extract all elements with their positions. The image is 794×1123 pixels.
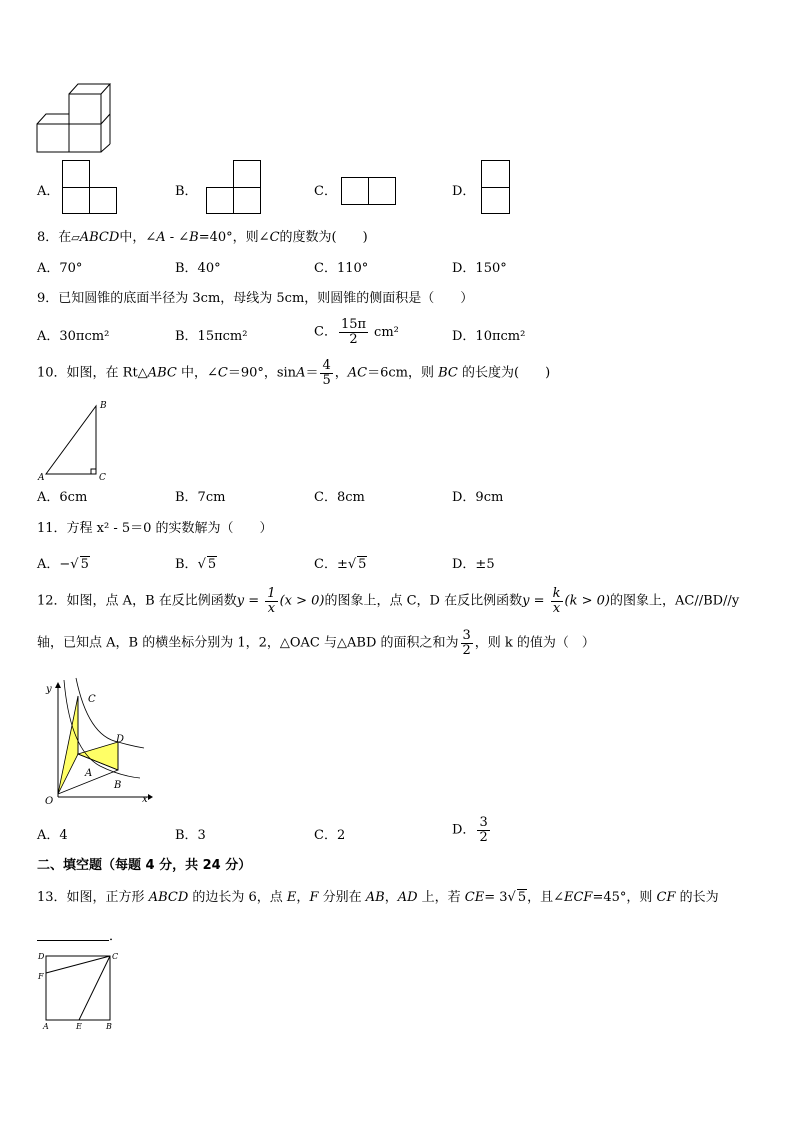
q8-option-c: C．110° <box>314 261 369 276</box>
label-c: C <box>112 952 119 961</box>
answer-blank-period: ． <box>109 929 123 944</box>
label-e: E <box>76 1022 82 1031</box>
q7-option-d: D． <box>452 184 476 199</box>
q10-option-b: B．7cm <box>175 490 226 505</box>
answer-blank[interactable] <box>37 940 109 941</box>
label-a: A <box>85 768 93 779</box>
label-a: A <box>38 473 45 483</box>
label-b: B <box>106 1022 112 1031</box>
q7-option-b-figure <box>206 160 262 216</box>
q9-option-a: A．30πcm² <box>37 329 110 344</box>
label-f: F <box>38 972 44 981</box>
q10-option-c: C．8cm <box>314 490 365 505</box>
q7-option-a: A． <box>37 184 60 199</box>
q7-option-c-figure <box>341 177 397 207</box>
q8-option-a: A．70° <box>37 261 83 276</box>
q10-option-a: A．6cm <box>37 490 88 505</box>
q13-square-figure <box>34 948 124 1032</box>
label-d: D <box>116 734 125 745</box>
section-2-heading: 二、填空题（每题 4 分，共 24 分） <box>37 858 252 873</box>
q12-option-b: B．3 <box>175 828 206 843</box>
q11-option-d: D．±5 <box>452 557 495 572</box>
q7-option-d-figure <box>481 160 511 216</box>
label-c: C <box>88 694 96 705</box>
label-y: y <box>46 684 52 695</box>
label-a: A <box>43 1022 49 1031</box>
q11-option-b: B．√ 5 <box>175 557 217 572</box>
q8-option-d: D．150° <box>452 261 507 276</box>
label-d: D <box>38 952 45 961</box>
label-c: C <box>99 473 106 483</box>
label-o: O <box>45 796 54 807</box>
question-8: 8．在▱ABCD中，∠A - ∠B=40°，则∠C的度数为( ) <box>37 230 368 245</box>
label-b: B <box>100 401 107 411</box>
label-x: x <box>142 794 148 805</box>
q8-option-b: B．40° <box>175 261 221 276</box>
q9-option-c: C． $\frac{15\pi}{2}$ cm² <box>314 317 399 347</box>
q7-option-b: B． <box>175 184 198 199</box>
question-12-line-1: 12．如图，点 A，B 在反比例函数y = $\frac{1}{x}$ (x > 0)的图象上，点 C，D 在反比例函数y = $\frac{k}{x}$ (k > 0)的图象上，AC//BD//y <box>37 586 740 616</box>
q12-hyperbola-figure <box>40 676 155 808</box>
q7-option-a-figure <box>62 160 118 216</box>
q9-option-d: D．10πcm² <box>452 329 526 344</box>
q10-option-d: D．9cm <box>452 490 504 505</box>
q10-triangle-figure <box>36 396 116 482</box>
label-b: B <box>114 780 122 791</box>
question-12-line-2: 轴，已知点 A，B 的横坐标分别为 1，2，△OAC 与△ABD 的面积之和为 $\frac{3}{2}$ ，则 k 的值为（ ） <box>37 628 595 658</box>
cube-stack-figure <box>36 82 112 154</box>
q11-option-c: C．±√ 5 <box>314 557 367 572</box>
question-9: 9．已知圆锥的底面半径为 3cm，母线为 5cm，则圆锥的侧面积是（ ） <box>37 291 474 306</box>
question-10: 10．如图，在 Rt△ABC 中，∠C＝90°，sinA＝ $\frac{4}{5}$ ，AC＝6cm，则 BC 的长度为( ) <box>37 358 551 388</box>
q11-option-a: A．−√ 5 <box>37 557 89 572</box>
q12-option-c: C．2 <box>314 828 346 843</box>
question-11: 11．方程 x² - 5＝0 的实数解为（ ） <box>37 521 273 536</box>
q12-option-a: A．4 <box>37 828 68 843</box>
q7-option-c: C． <box>314 184 337 199</box>
question-13: 13．如图，正方形 ABCD 的边长为 6，点 E，F 分别在 AB，AD 上，若 CE= 3√ 5，且∠ECF=45°，则 CF 的长为 <box>37 890 719 905</box>
q12-option-d: D． $\frac{3}{2}$ <box>452 815 488 845</box>
q9-option-b: B．15πcm² <box>175 329 248 344</box>
